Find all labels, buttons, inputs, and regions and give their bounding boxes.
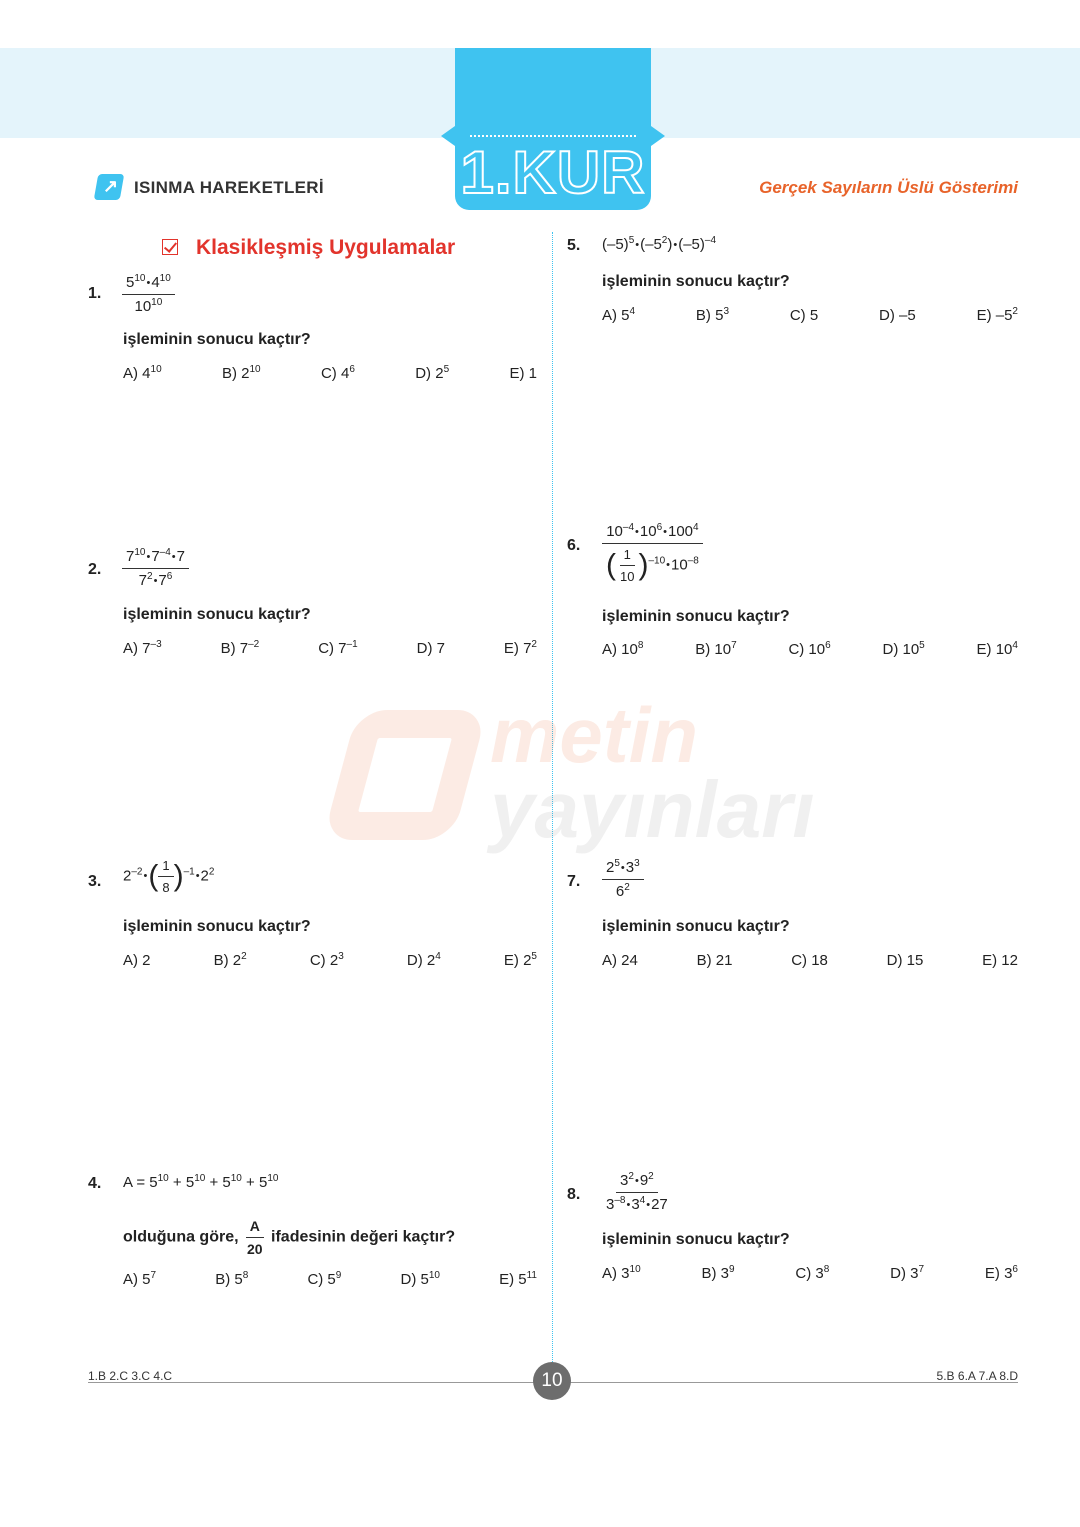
- q2-option-c[interactable]: C) $7^{-1}$: [318, 639, 358, 657]
- q3-option-b[interactable]: B) $2^2$: [213, 951, 247, 969]
- tab-notch-left: [441, 126, 455, 146]
- tab-notch-right: [651, 126, 665, 146]
- q4-frac-num: A: [246, 1218, 264, 1238]
- checkbox-icon: [162, 239, 178, 255]
- q2-options: [123, 640, 537, 657]
- q3-options: [123, 952, 537, 969]
- q6-option-e[interactable]: E) $10^4$: [976, 640, 1018, 658]
- q8-option-a[interactable]: A) $3^{10}$: [602, 1264, 641, 1282]
- q4-number: 4.: [88, 1175, 102, 1192]
- answer-key-left: [88, 1369, 172, 1383]
- page-number: 10: [533, 1362, 571, 1400]
- q4-expression: $A = 5^{10} + 5^{10} + 5^{10} + 5^{10}$: [123, 1173, 279, 1191]
- q5-option-b[interactable]: B) $5^3$: [695, 306, 729, 324]
- q7-prompt: işleminin sonucu kaçtır?: [602, 918, 790, 935]
- answer-4: 4.C: [153, 1369, 173, 1383]
- q5-option-c[interactable]: C) 5: [789, 307, 819, 324]
- q3-option-c[interactable]: C) $2^3$: [309, 951, 344, 969]
- q6-option-c[interactable]: C) $10^6$: [788, 640, 831, 658]
- q8-option-c[interactable]: C) $3^8$: [795, 1264, 830, 1282]
- q4-prompt: [123, 1218, 455, 1257]
- q7-option-c[interactable]: C) 18: [791, 952, 828, 969]
- q4-frac-den: 20: [247, 1241, 263, 1257]
- answer-1: 1.B: [88, 1369, 107, 1383]
- q1-prompt: işleminin sonucu kaçtır?: [123, 331, 311, 348]
- answer-5: 5.B: [936, 1369, 955, 1383]
- kur-label: 1.KUR: [460, 139, 646, 206]
- q2-option-a[interactable]: A) $7^{-3}$: [123, 639, 162, 657]
- q8-option-d[interactable]: D) $3^7$: [890, 1264, 925, 1282]
- q1-option-e[interactable]: E) 1: [509, 365, 537, 382]
- header-left-title: ISINMA HAREKETLERİ: [134, 178, 324, 197]
- q4-option-a[interactable]: A) $5^7$: [123, 1270, 157, 1288]
- q5-option-a[interactable]: A) $5^4$: [602, 306, 636, 324]
- q8-option-b[interactable]: B) $3^9$: [701, 1264, 735, 1282]
- q5-option-d[interactable]: D) –5: [879, 307, 916, 324]
- q1-option-a[interactable]: A) $4^{10}$: [123, 364, 162, 382]
- q6-option-b[interactable]: B) $10^7$: [695, 640, 737, 658]
- q6-number: 6.: [567, 537, 581, 554]
- q2-number: 2.: [88, 561, 102, 578]
- answer-key-right: [937, 1369, 1018, 1383]
- q5-number: 5.: [567, 237, 581, 254]
- q7-number: 7.: [567, 873, 581, 890]
- q6-prompt: işleminin sonucu kaçtır?: [602, 608, 790, 625]
- q2-option-e[interactable]: E) $7^2$: [503, 639, 537, 657]
- answer-3: 3.C: [131, 1369, 151, 1383]
- q3-option-d[interactable]: D) $2^4$: [406, 951, 441, 969]
- q3-number: 3.: [88, 873, 102, 890]
- q7-option-a[interactable]: A) 24: [602, 952, 638, 969]
- q8-option-e[interactable]: E) $3^6$: [984, 1264, 1018, 1282]
- logo-mark-icon: ↗: [103, 176, 119, 196]
- q3-prompt: işleminin sonucu kaçtır?: [123, 918, 311, 935]
- q7-options: [602, 952, 1018, 969]
- q1-option-c[interactable]: C) $4^6$: [320, 364, 355, 382]
- q1-number: 1.: [88, 285, 102, 302]
- q2-expression: $\frac{7^{10}•7^{-4}•7}{7^2•7^6}$: [122, 548, 189, 589]
- q4-option-e[interactable]: E) $5^{11}$: [499, 1270, 537, 1288]
- q4-prompt-before: olduğuna göre,: [123, 1228, 239, 1246]
- q4-option-d[interactable]: D) $5^{10}$: [400, 1270, 440, 1288]
- q7-option-b[interactable]: B) 21: [696, 952, 733, 969]
- q5-options: [602, 307, 1018, 324]
- q1-option-b[interactable]: B) $2^{10}$: [221, 364, 261, 382]
- q1-option-d[interactable]: D) $2^5$: [415, 364, 450, 382]
- q4-options: [123, 1271, 537, 1288]
- answer-2: 2.C: [109, 1369, 129, 1383]
- watermark-logo-icon: [323, 710, 488, 840]
- q7-expression: $\frac{2^5•3^3}{6^2}$: [602, 859, 644, 900]
- q3-option-a[interactable]: A) 2: [123, 952, 151, 969]
- q3-option-e[interactable]: E) $2^5$: [503, 951, 537, 969]
- header-right-title: Gerçek Sayıların Üslü Gösterimi: [759, 178, 1018, 197]
- q2-prompt: işleminin sonucu kaçtır?: [123, 606, 311, 623]
- q5-prompt: işleminin sonucu kaçtır?: [602, 273, 790, 290]
- q1-expression: $\frac{5^{10}•4^{10}}{10^{10}}$: [122, 274, 175, 315]
- q8-expression: $\frac{3^2•9^2}{3^{-8}•3^4•27}$: [606, 1171, 668, 1213]
- answer-7: 7.A: [978, 1369, 996, 1383]
- q1-options: [123, 365, 537, 382]
- q8-options: [602, 1265, 1018, 1282]
- tab-dotted-line: [470, 135, 636, 137]
- q4-prompt-after: ifadesinin değeri kaçtır?: [271, 1228, 456, 1246]
- q2-option-b[interactable]: B) $7^{-2}$: [220, 639, 260, 657]
- q6-option-a[interactable]: A) $10^8$: [602, 640, 644, 658]
- watermark-text-top: metin: [490, 691, 699, 779]
- q4-option-b[interactable]: B) $5^8$: [215, 1270, 249, 1288]
- q6-options: [602, 641, 1018, 658]
- q6-option-d[interactable]: D) $10^5$: [882, 640, 925, 658]
- q7-option-d[interactable]: D) 15: [886, 952, 924, 969]
- q8-number: 8.: [567, 1186, 581, 1203]
- watermark: [340, 690, 815, 870]
- answer-8: 8.D: [999, 1369, 1018, 1383]
- q7-option-e[interactable]: E) 12: [982, 952, 1018, 969]
- q4-option-c[interactable]: C) $5^9$: [307, 1270, 342, 1288]
- q5-expression: $(-5)^5•(-5^2)•(-5)^{-4}$: [602, 235, 717, 253]
- q6-expression: $10^{-4}•10^6•100^4$ ( $\frac{1}{10}$ )$^{-10}•10^{-8}$: [602, 523, 703, 584]
- watermark-text-bottom: yayınları: [490, 765, 815, 854]
- answer-6: 6.A: [957, 1369, 976, 1383]
- q8-prompt: işleminin sonucu kaçtır?: [602, 1231, 790, 1248]
- q5-option-e[interactable]: E) $-5^2$: [976, 306, 1018, 324]
- section-title-text: Klasikleşmiş Uygulamalar: [196, 236, 456, 259]
- q3-expression: $2^{-2}•$( $\frac{1}{8}$ )$^{-1}•2^2$: [123, 858, 215, 895]
- q2-option-d[interactable]: D) 7: [416, 640, 445, 657]
- section-title: [162, 236, 455, 260]
